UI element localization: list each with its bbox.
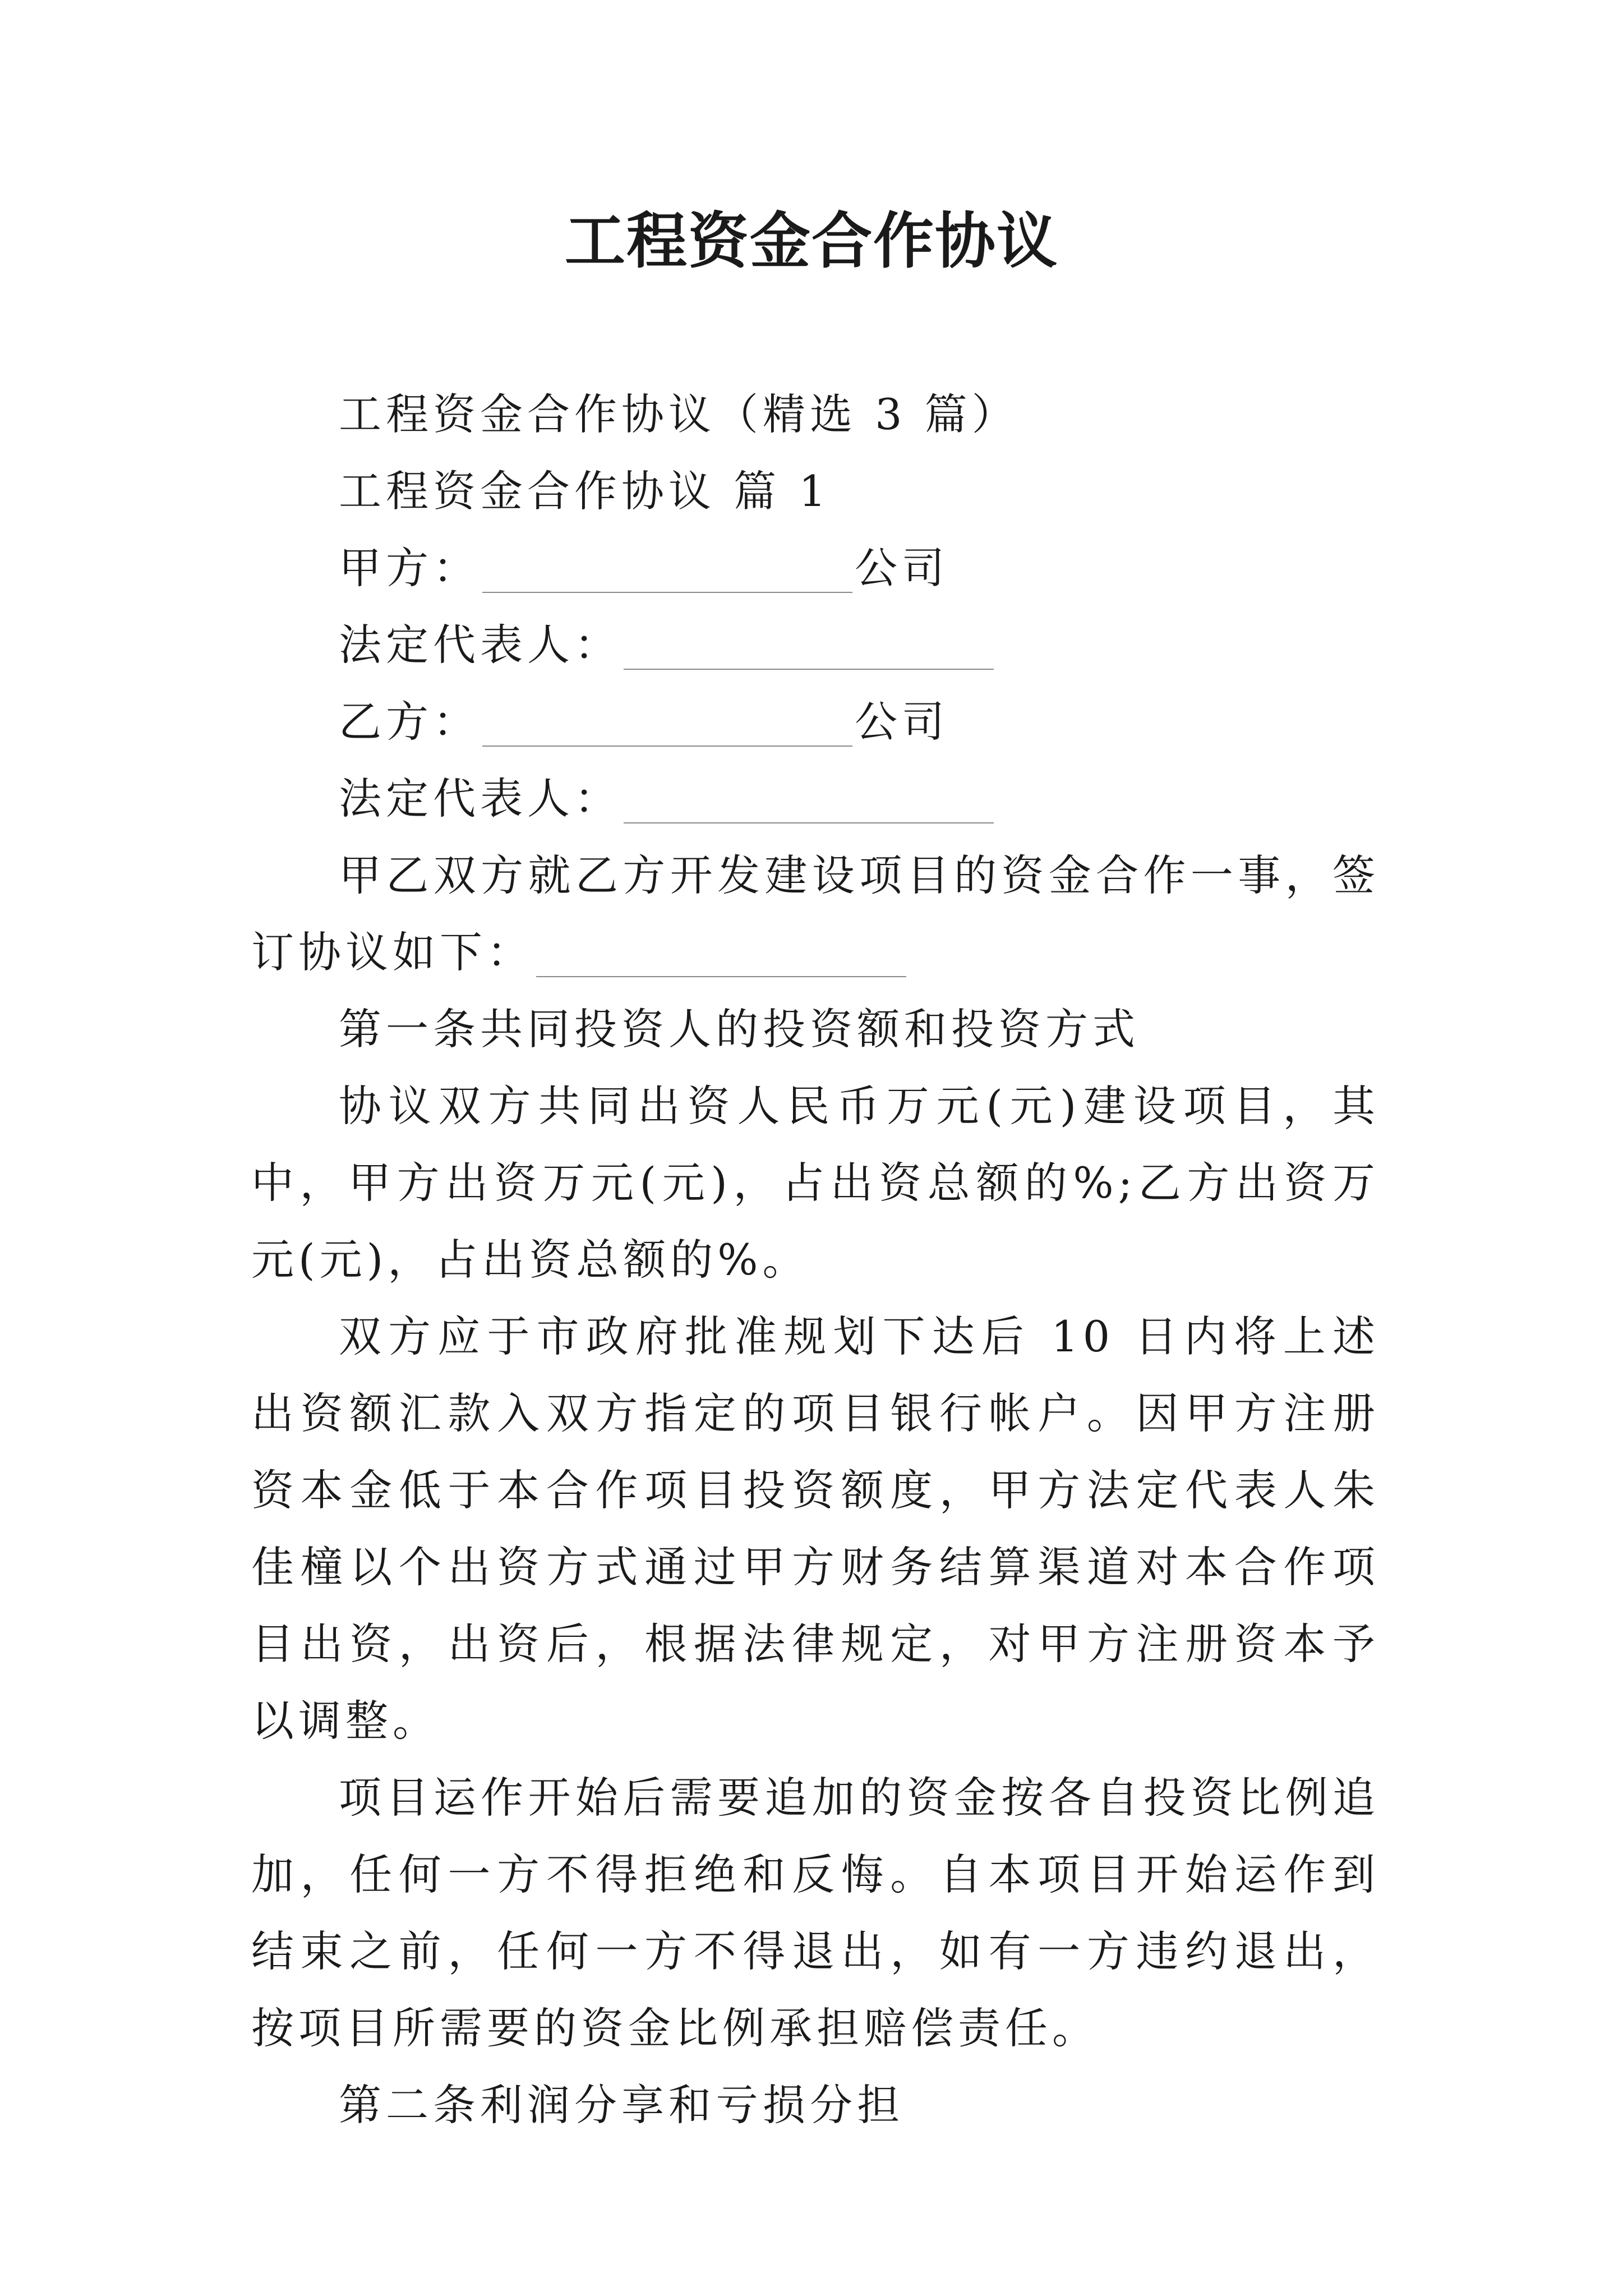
document-title: 工程资金合作协议 [564,206,1058,277]
article1-paragraph-3: 项目运作开始后需要追加的资金按各自投资比例追加，任何一方不得拒绝和反悔。自本项目开始运作到结束之前，任何一方不得退出，如有一方违约退出，按项目所需要的资金比例承担赔偿责任。 [251,1773,1380,2053]
article1-heading: 第一条共同投资人的投资额和投资方式 [339,1004,1140,1054]
party-b-line [251,683,1380,760]
intro-blank [536,976,906,977]
article1-paragraph-2: 双方应于市政府批准规划下达后 10 日内将上述出资额汇款入双方指定的项目银行帐户。因甲方注册资本金低于本合作项目投资额度，甲方法定代表人朱佳橦以个出资方式通过甲方财务结算渠道对本合作项目出资，出资后，根据法律规定，对甲方注册资本予以调整。 [251,1312,1380,1746]
part-heading: 工程资金合作协议 篇 1 [339,466,831,516]
party-b-rep-label: 法定代表人： [339,774,621,823]
party-a-blank [482,592,852,593]
document-body [251,376,1380,2143]
subtitle: 工程资金合作协议（精选 3 篇） [339,389,1019,439]
article1-paragraph-1: 协议双方共同出资人民币万元(元)建设项目，其中，甲方出资万元(元)，占出资总额的%;乙方出资万元(元)，占出资总额的%。 [251,1081,1380,1285]
party-a-suffix: 公司 [855,543,949,593]
party-b-label: 乙方： [339,697,480,747]
party-a-label: 甲方： [339,543,480,593]
party-a-rep-line [251,606,1380,683]
party-b-suffix: 公司 [855,697,949,747]
party-b-blank [482,746,852,747]
intro-text: 甲乙双方就乙方开发建设项目的资金合作一事，签订协议如下： [251,850,1380,977]
party-b-rep-blank [624,822,994,823]
intro-paragraph [251,837,1380,991]
party-a-rep-label: 法定代表人： [339,620,621,670]
party-a-line [251,530,1380,606]
party-a-rep-blank [624,669,994,670]
article2-heading: 第二条利润分享和亏损分担 [339,2080,904,2130]
party-b-rep-line [251,760,1380,837]
